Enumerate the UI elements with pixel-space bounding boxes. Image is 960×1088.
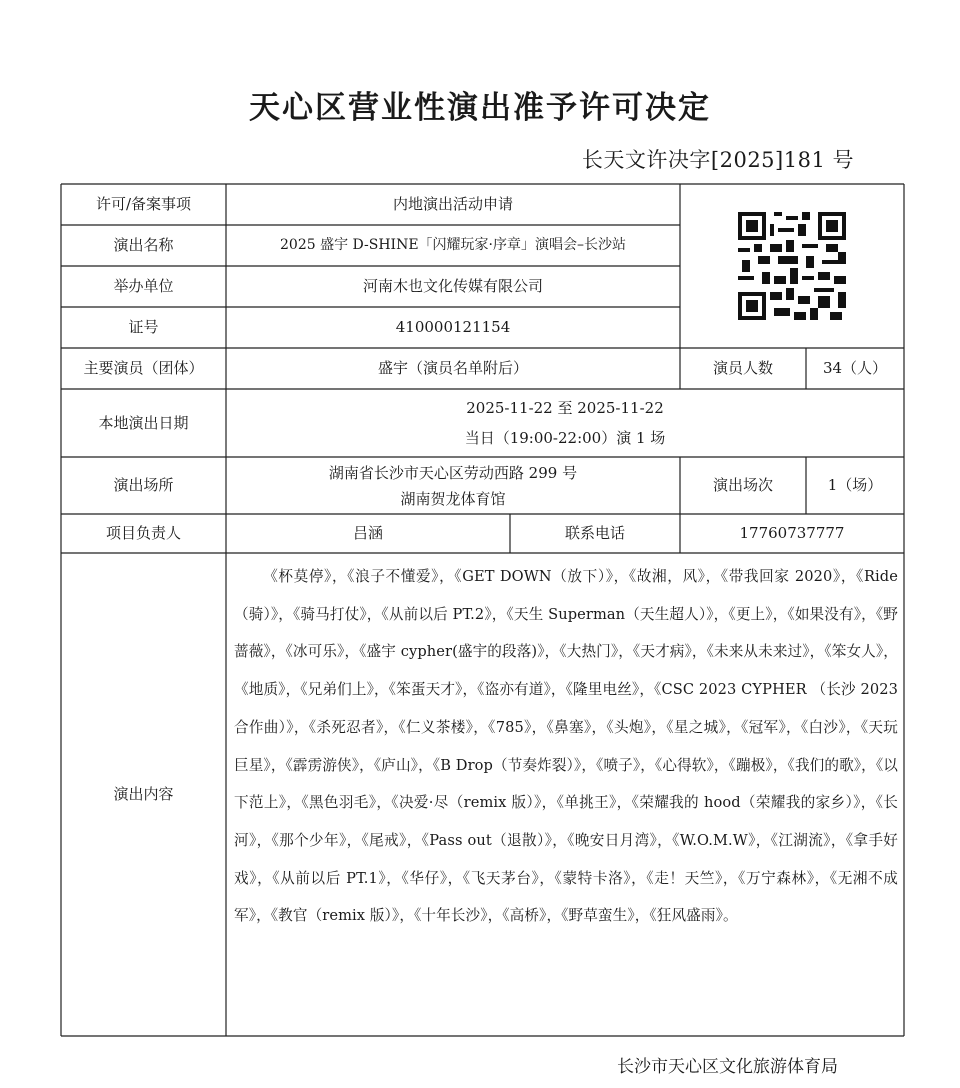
value-performer-count: 34（人） (822, 359, 888, 378)
label-venue: 演出场所 (113, 476, 174, 495)
show-date-range: 2025-11-22 至 2025-11-22 (466, 399, 664, 417)
document-number: 长天文许决字[2025]181 号 (581, 148, 854, 172)
value-license-number: 410000121154 (395, 318, 511, 337)
label-project-manager: 项目负责人 (105, 524, 181, 543)
qr-code-icon (738, 212, 846, 320)
value-show-name: 2025 盛宇 D-SHINE「闪耀玩家·序章」演唱会–长沙站 (280, 237, 626, 254)
value-contact-phone: 17760737777 (739, 524, 845, 543)
value-show-content: 《杯莫停》，《浪子不懂爱》，《GET DOWN（放下）》，《故湘，风》，《带我回家 2020》，《Ride（骑）》，《骑马打仗》，《从前以后 PT.2》，《天生 Superman（天生超人）》，《更上》，《如果没有》，《野蔷薇》，《冰可乐》，《盛宇 cypher(盛宇的段落)》，《大热门》，《天才病》，《未来从未来过》，《笨女人》，《地质》，《兄弟们上》，《笨蛋天才》，《盗亦有道》，《隆里电丝》，《CSC 2023 CYPHER （长沙 2023 合作曲）》，《杀死忍者》，《仁义茶楼》，《785》，《鼻塞》，《头炮》，《星之城》，《冠军》，《白沙》，《天玩巨星》，《霹雳游侠》，《庐山》，《B Drop（节奏炸裂）》，《喷子》，《心得软》，《蹦极》，《我们的歌》，《以下范上》，《黑色羽毛》，《决爱·尽（remix 版）》，《单挑王》，《荣耀我的 hood（荣耀我的家乡）》，《长河》，《那个少年》，《尾戒》，《Pass out（退散）》，《晚安日月湾》，《W.O.M.W》，《江湖流》，《拿手好戏》，《从前以后 PT.1》，《华仔》，《飞天茅台》，《蒙特卡洛》，《走！天竺》，《万宁森林》，《无湘不成军》，《教官（remix 版）》，《十年长沙》，《高桥》，《野草蛮生》，《狂风盛雨》。 (234, 568, 898, 925)
value-sessions: 1（场） (827, 476, 883, 495)
label-contact-phone: 联系电话 (564, 524, 625, 543)
value-permit-item: 内地演出活动申请 (392, 195, 513, 214)
value-project-manager: 吕涵 (352, 524, 383, 543)
label-license-number: 证号 (128, 318, 159, 337)
label-organizer: 举办单位 (113, 277, 174, 296)
label-main-performer: 主要演员（团体） (83, 359, 204, 378)
value-main-performer: 盛宇（演员名单附后） (377, 359, 528, 378)
issuing-authority: 长沙市天心区文化旅游体育局 (617, 1057, 838, 1077)
document-title: 天心区营业性演出准予许可决定 (249, 90, 711, 126)
label-show-content: 演出内容 (113, 785, 174, 804)
label-performer-count: 演员人数 (712, 359, 773, 378)
value-show-date (226, 389, 904, 457)
venue-name: 湖南贺龙体育馆 (400, 489, 506, 508)
label-permit-item: 许可/备案事项 (95, 195, 192, 214)
label-show-date: 本地演出日期 (98, 413, 189, 432)
show-date-times: 当日（19:00-22:00）演 1 场 (464, 429, 666, 447)
value-organizer: 河南木也文化传媒有限公司 (362, 277, 543, 296)
label-sessions: 演出场次 (712, 476, 773, 495)
value-venue (226, 457, 680, 514)
venue-address: 湖南省长沙市天心区劳动西路 299 号 (328, 463, 578, 482)
label-show-name: 演出名称 (113, 236, 174, 255)
